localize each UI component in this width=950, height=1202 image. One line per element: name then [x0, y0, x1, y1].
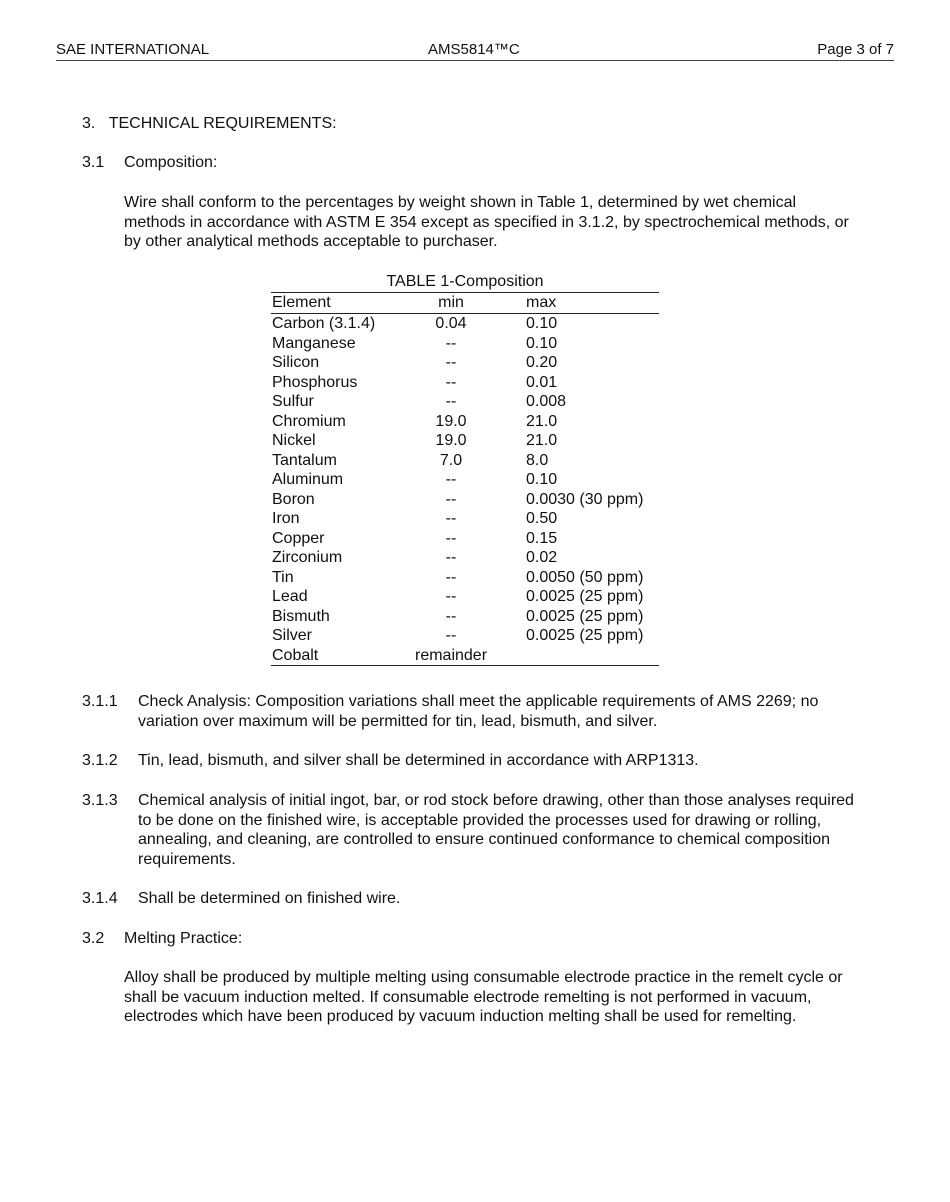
table-row — [271, 470, 659, 490]
table-row — [271, 509, 659, 529]
cell-min: -- — [445, 627, 457, 644]
cell-element: Cobalt — [272, 646, 319, 664]
table-row — [271, 646, 659, 667]
section-3-1-paragraph: Wire shall conform to the percentages by weight shown in Table 1, determined by wet chemical methods in accordance with ASTM E 354 except as specified in 3.1.2, by spectrochemical methods, or by other analytical methods acceptable to purchaser. — [124, 194, 849, 250]
cell-max: 8.0 — [526, 451, 549, 469]
cell-min: -- — [445, 529, 457, 547]
section-3-1-3-text: Chemical analysis of initial ingot, bar, or rod stock before drawing, other than those analyses required to be done on the finished wire, is acceptable provided the processes used for drawing or rolling, annealing, and cleaning, are controlled to ensure continued conformance to chemical composition requirements. — [138, 792, 854, 868]
cell-max: 0.50 — [526, 510, 558, 527]
cell-min: -- — [445, 549, 457, 566]
cell-min: -- — [445, 588, 457, 605]
table-header-row — [271, 292, 659, 314]
cell-element: Tin — [272, 568, 294, 586]
cell-element: Silver — [272, 627, 313, 644]
section-3-1-2-text: Tin, lead, bismuth, and silver shall be determined in accordance with ARP1313. — [138, 752, 699, 769]
cell-max: 0.0025 (25 ppm) — [526, 607, 644, 625]
cell-element: Manganese — [272, 334, 356, 352]
cell-element: Silicon — [272, 354, 320, 371]
cell-max: 0.15 — [526, 529, 558, 547]
section-3-2-number: 3.2 — [82, 930, 105, 947]
cell-max: 0.10 — [526, 315, 558, 332]
cell-min: 0.04 — [435, 315, 467, 332]
cell-element: Aluminum — [272, 471, 344, 488]
header-org: SAE INTERNATIONAL — [56, 41, 210, 58]
section-3-1-4-text: Shall be determined on finished wire. — [138, 890, 401, 907]
section-3-1-number: 3.1 — [82, 154, 105, 171]
table-row — [271, 431, 659, 451]
cell-min: -- — [445, 354, 457, 371]
composition-table — [271, 271, 659, 666]
section-3-1-2-number: 3.1.2 — [82, 752, 118, 769]
section-3-1-4-number: 3.1.4 — [82, 890, 118, 907]
table-row — [271, 490, 659, 510]
header-element: Element — [272, 294, 331, 311]
section-3-2-paragraph: Alloy shall be produced by multiple melting using consumable electrode practice in the remelt cycle or shall be vacuum induction melted. If consumable electrode remelting is not performed in vacuum, electrodes which have been produced by vacuum induction melting shall be used for remelting. — [124, 969, 843, 1025]
header-page-number: Page 3 of 7 — [817, 41, 894, 58]
cell-element: Bismuth — [272, 607, 330, 625]
section-title: TECHNICAL REQUIREMENTS: — [108, 115, 337, 132]
cell-max: 21.0 — [526, 432, 558, 449]
cell-max: 0.008 — [526, 393, 567, 410]
cell-element: Lead — [272, 588, 308, 605]
cell-min: 19.0 — [435, 412, 467, 430]
cell-element: Phosphorus — [272, 373, 358, 391]
table-row — [271, 548, 659, 568]
cell-min: -- — [445, 373, 457, 391]
table-row — [271, 392, 659, 412]
header-max: max — [526, 294, 557, 311]
table-row — [271, 451, 659, 471]
cell-max: 0.0030 (30 ppm) — [526, 490, 644, 508]
section-3-1-title: Composition: — [124, 154, 218, 171]
cell-max: 0.10 — [526, 471, 558, 488]
table-row — [271, 353, 659, 373]
cell-max: 0.10 — [526, 334, 558, 352]
header-doc-id: AMS5814™C — [428, 41, 520, 58]
section-3-1-3-number: 3.1.3 — [82, 792, 118, 809]
cell-element: Tantalum — [272, 451, 337, 469]
table-row — [271, 529, 659, 549]
cell-min: -- — [445, 568, 457, 586]
cell-min: -- — [445, 490, 457, 508]
section-3-1-1-text: Check Analysis: Composition variations shall meet the applicable requirements of AMS 2269; no variation over maximum will be permitted for tin, lead, bismuth, and silver. — [138, 693, 819, 730]
table-body — [271, 314, 659, 666]
section-number: 3. — [82, 115, 96, 132]
section-3-heading — [82, 114, 337, 134]
cell-element: Iron — [272, 510, 300, 527]
cell-min: 7.0 — [439, 451, 463, 469]
cell-max: 21.0 — [526, 412, 558, 430]
cell-min: 19.0 — [435, 432, 467, 449]
cell-element: Boron — [272, 490, 315, 508]
table-row — [271, 373, 659, 393]
page-header — [56, 40, 894, 61]
cell-min: -- — [445, 471, 457, 488]
cell-element: Copper — [272, 529, 325, 547]
section-3-1-1-number: 3.1.1 — [82, 693, 118, 710]
cell-min: -- — [445, 393, 457, 410]
table-row — [271, 412, 659, 432]
header-min: min — [438, 294, 464, 311]
cell-min: remainder — [414, 646, 488, 664]
section-3-2-title: Melting Practice: — [124, 930, 243, 947]
cell-max: 0.02 — [526, 549, 558, 566]
cell-max: 0.0025 (25 ppm) — [526, 627, 644, 644]
cell-min: -- — [445, 334, 457, 352]
cell-min: -- — [445, 510, 457, 527]
cell-min: -- — [445, 607, 457, 625]
table-caption: TABLE 1-Composition — [386, 273, 544, 290]
cell-element: Nickel — [272, 432, 316, 449]
cell-max: 0.0025 (25 ppm) — [526, 588, 644, 605]
table-row — [271, 626, 659, 646]
table-row — [271, 607, 659, 627]
cell-max: 0.0050 (50 ppm) — [526, 568, 644, 586]
cell-max: 0.01 — [526, 373, 558, 391]
cell-element: Zirconium — [272, 549, 343, 566]
cell-element: Sulfur — [272, 393, 314, 410]
table-row — [271, 587, 659, 607]
cell-element: Chromium — [272, 412, 346, 430]
table-row — [271, 334, 659, 354]
table-row — [271, 314, 659, 334]
table-row — [271, 568, 659, 588]
cell-element: Carbon (3.1.4) — [272, 315, 376, 332]
cell-max: 0.20 — [526, 354, 558, 371]
